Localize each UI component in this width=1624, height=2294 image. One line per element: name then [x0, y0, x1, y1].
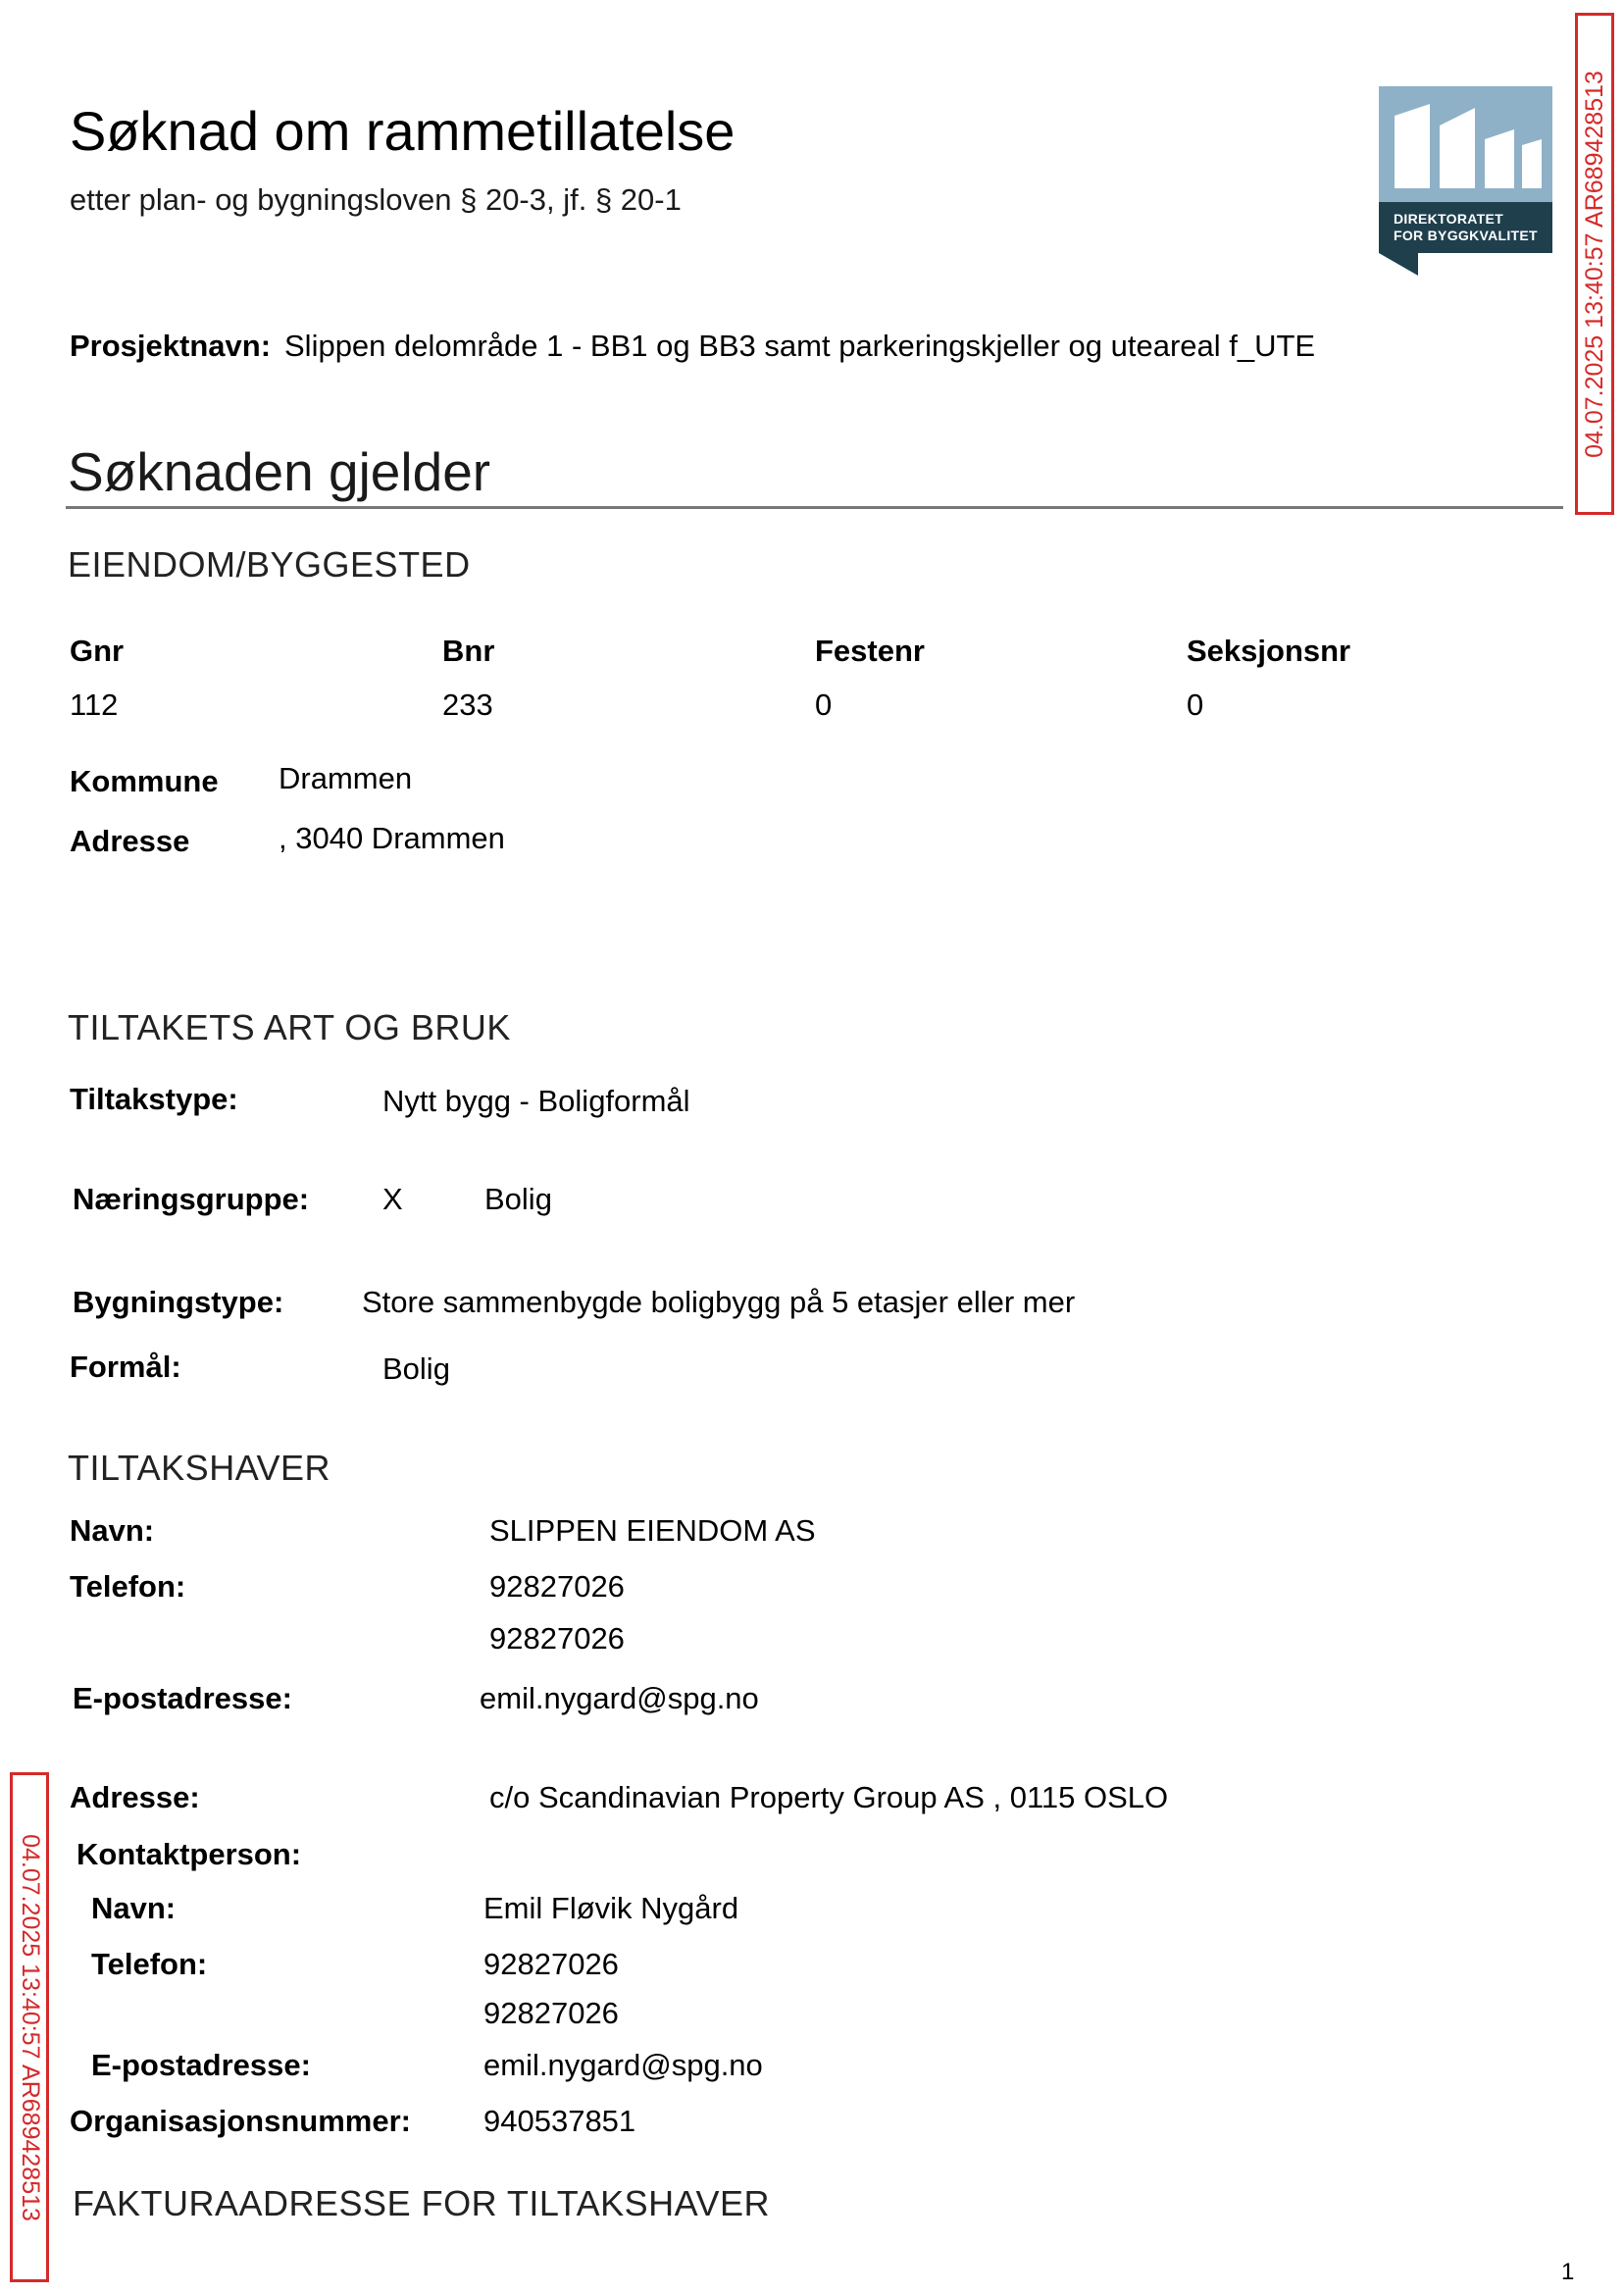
tiltakshaver-epost-value: emil.nygard@spg.no — [480, 1681, 759, 1715]
logo-text-line-1: DIREKTORATET — [1394, 211, 1503, 227]
kontakt-epost-label: E-postadresse: — [91, 2048, 311, 2082]
kontakt-navn-value: Emil Fløvik Nygård — [483, 1891, 739, 1925]
festenr-value: 0 — [815, 688, 833, 722]
date-stamp-right: 04.07.2025 13:40:57 AR689428513 — [1575, 13, 1614, 515]
page-title: Søknad om rammetillatelse — [70, 100, 736, 162]
tiltakstype-label: Tiltakstype: — [70, 1082, 238, 1116]
dibk-logo — [1379, 86, 1552, 276]
tiltakstype-value: Nytt bygg - Boligformål — [382, 1084, 690, 1118]
date-stamp-left: 04.07.2025 13:40:57 AR689428513 — [10, 1772, 49, 2282]
seksjonsnr-label: Seksjonsnr — [1187, 634, 1351, 668]
tiltakshaver-telefon-value-1: 92827026 — [489, 1569, 625, 1604]
naeringsgruppe-value: Bolig — [484, 1182, 552, 1216]
naeringsgruppe-label: Næringsgruppe: — [73, 1182, 310, 1216]
kontakt-telefon-value-1: 92827026 — [483, 1947, 619, 1981]
adresse-value: , 3040 Drammen — [279, 821, 505, 855]
tiltakshaver-navn-value: SLIPPEN EIENDOM AS — [489, 1513, 816, 1548]
kontaktperson-label: Kontaktperson: — [76, 1837, 302, 1871]
gnr-label: Gnr — [70, 634, 125, 668]
organisasjonsnummer-label: Organisasjonsnummer: — [70, 2104, 411, 2138]
project-name-value: Slippen delområde 1 - BB1 og BB3 samt parkeringskjeller og uteareal f_UTE — [284, 329, 1316, 363]
tiltakshaver-heading: TILTAKSHAVER — [68, 1448, 331, 1488]
kommune-label: Kommune — [70, 764, 219, 798]
gnr-value: 112 — [70, 688, 119, 722]
page-subtitle: etter plan- og bygningsloven § 20-3, jf. § 20-1 — [70, 182, 682, 217]
festenr-label: Festenr — [815, 634, 925, 668]
kontakt-navn-label: Navn: — [91, 1891, 177, 1925]
tiltakshaver-telefon-label: Telefon: — [70, 1569, 186, 1604]
bnr-value: 233 — [442, 688, 493, 722]
adresse-label: Adresse — [70, 824, 190, 858]
project-name-label: Prosjektnavn: — [70, 329, 272, 363]
kontakt-telefon-value-2: 92827026 — [483, 1996, 619, 2030]
logo-text-line-2: FOR BYGGKVALITET — [1394, 228, 1538, 243]
seksjonsnr-value: 0 — [1187, 688, 1204, 722]
section-heading: Søknaden gjelder — [68, 441, 491, 502]
tiltakshaver-navn-label: Navn: — [70, 1513, 155, 1548]
bygningstype-label: Bygningstype: — [73, 1285, 284, 1319]
tiltakshaver-telefon-value-2: 92827026 — [489, 1621, 625, 1656]
formal-label: Formål: — [70, 1350, 181, 1384]
eiendom-heading: EIENDOM/BYGGESTED — [68, 544, 471, 585]
bygningstype-value: Store sammenbygde boligbygg på 5 etasjer eller mer — [362, 1285, 1076, 1319]
kommune-value: Drammen — [279, 761, 413, 795]
kontakt-telefon-label: Telefon: — [91, 1947, 208, 1981]
organisasjonsnummer-value: 940537851 — [483, 2104, 636, 2138]
kontakt-epost-value: emil.nygard@spg.no — [483, 2048, 763, 2082]
fakturaadresse-heading: FAKTURAADRESSE FOR TILTAKSHAVER — [73, 2183, 770, 2223]
tiltakshaver-epost-label: E-postadresse: — [73, 1681, 292, 1715]
tiltak-heading: TILTAKETS ART OG BRUK — [68, 1007, 511, 1047]
section-divider — [66, 506, 1563, 509]
bnr-label: Bnr — [442, 634, 495, 668]
tiltakshaver-adresse-label: Adresse: — [70, 1780, 200, 1814]
page-number: 1 — [1561, 2259, 1575, 2285]
tiltakshaver-adresse-value: c/o Scandinavian Property Group AS , 0115 OSLO — [489, 1780, 1169, 1814]
naeringsgruppe-code: X — [382, 1182, 403, 1216]
formal-value: Bolig — [382, 1351, 450, 1386]
